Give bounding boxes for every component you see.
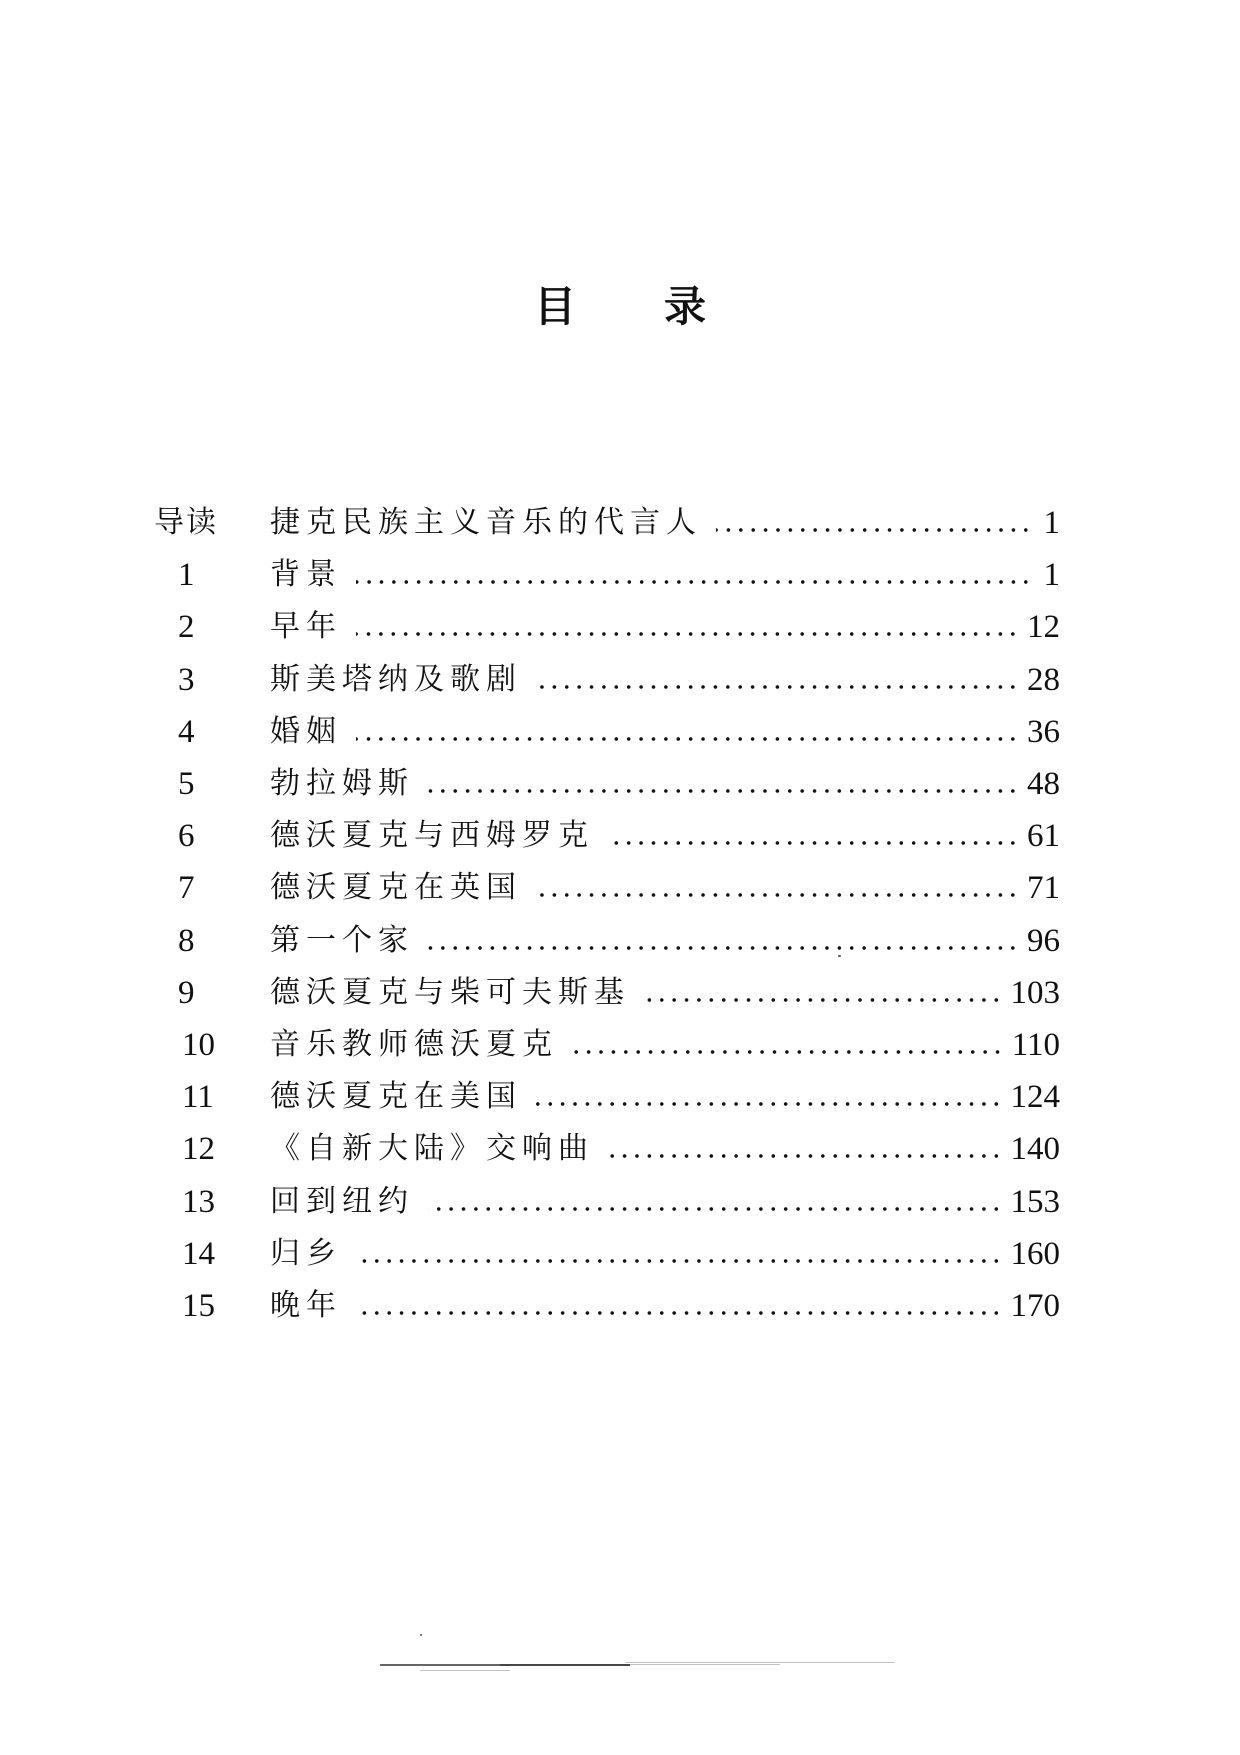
toc-entry-title: 回到纽约 [270,1183,414,1219]
toc-entry-page: 36 [1027,713,1060,750]
toc-row-8[interactable] [150,915,1060,967]
dot-leader [356,1311,1003,1315]
toc-entry-page: 160 [1010,1235,1060,1272]
dot-leader [536,1102,1003,1106]
dot-leader [536,893,1019,897]
dot-leader [608,1154,1003,1158]
toc-row-3[interactable] [150,654,1060,706]
toc-entry-page: 103 [1010,974,1060,1011]
toc-entry-number: 7 [178,870,195,907]
toc-entry-page: 96 [1027,922,1060,959]
toc-row-13[interactable] [150,1175,1060,1227]
toc-row-7[interactable] [150,862,1060,914]
toc-entry-page: 153 [1010,1183,1060,1220]
toc-entry-title: 晚年 [270,1287,342,1323]
page-title [0,282,1240,332]
toc-entry-number: 9 [178,974,195,1011]
toc-entry-page: 124 [1010,1079,1060,1116]
toc-entry-page: 1 [1043,557,1060,594]
toc-entry-number: 10 [182,1026,215,1063]
dot-leader [428,946,1019,950]
toc-entry-page: 1 [1043,505,1060,542]
dot-leader [644,998,1003,1002]
toc-entry-title: 背景 [270,557,342,593]
toc-entry-number: 11 [182,1079,214,1116]
toc-row-15[interactable] [150,1280,1060,1332]
toc-entry-page: 61 [1027,818,1060,855]
toc-entry-title: 德沃夏克在美国 [270,1079,522,1115]
table-of-contents [150,497,1060,1332]
toc-entry-number: 4 [178,713,195,750]
toc-entry-number: 导读 [154,505,218,541]
toc-entry-number: 8 [178,922,195,959]
toc-entry-title: 婚姻 [270,713,342,749]
toc-entry-title: 勃拉姆斯 [270,766,414,802]
dot-leader [716,528,1032,532]
dot-leader [356,1259,1003,1263]
toc-entry-title: 归乡 [270,1235,342,1271]
toc-entry-number: 3 [178,661,195,698]
toc-entry-title: 德沃夏克在英国 [270,870,522,906]
dot-leader [428,1207,1003,1211]
toc-entry-number: 12 [182,1131,215,1168]
scan-line-artifact [630,1664,780,1665]
dot-leader [356,737,1019,741]
scan-speck [838,955,841,957]
dot-leader [608,841,1019,845]
toc-entry-page: 28 [1027,661,1060,698]
toc-entry-number: 14 [182,1235,215,1272]
toc-entry-title: 音乐教师德沃夏克 [270,1026,558,1062]
toc-entry-page: 110 [1011,1026,1060,1063]
toc-entry-page: 71 [1027,870,1060,907]
toc-row-4[interactable] [150,706,1060,758]
toc-row-2[interactable] [150,601,1060,653]
toc-entry-title: 捷克民族主义音乐的代言人 [270,505,702,541]
toc-row-12[interactable] [150,1123,1060,1175]
scan-line-artifact [380,1664,500,1666]
toc-row-14[interactable] [150,1228,1060,1280]
toc-row-intro[interactable] [150,497,1060,549]
dot-leader [536,685,1019,689]
title-char-2: 录 [663,282,706,331]
toc-entry-title: 第一个家 [270,922,414,958]
toc-entry-title: 斯美塔纳及歌剧 [270,661,522,697]
toc-entry-title: 《自新大陆》交响曲 [270,1131,594,1167]
title-char-1: 目 [533,282,576,331]
toc-entry-title: 德沃夏克与柴可夫斯基 [270,974,630,1010]
dot-leader [356,580,1032,584]
toc-row-1[interactable] [150,549,1060,601]
scan-line-artifact [500,1664,630,1666]
toc-row-9[interactable] [150,967,1060,1019]
toc-entry-title: 德沃夏克与西姆罗克 [270,818,594,854]
scan-line-artifact [625,1662,895,1663]
toc-entry-number: 13 [182,1183,215,1220]
toc-entry-page: 140 [1010,1131,1060,1168]
toc-row-5[interactable] [150,758,1060,810]
toc-entry-number: 15 [182,1287,215,1324]
scan-line-artifact [420,1670,510,1671]
toc-entry-page: 170 [1010,1287,1060,1324]
scan-speck [420,1634,422,1636]
toc-row-6[interactable] [150,810,1060,862]
toc-entry-number: 6 [178,818,195,855]
toc-entry-title: 早年 [270,609,342,645]
dot-leader [356,632,1019,636]
toc-entry-number: 1 [178,557,195,594]
dot-leader [572,1050,1004,1054]
toc-row-11[interactable] [150,1071,1060,1123]
toc-entry-number: 2 [178,609,195,646]
dot-leader [428,789,1019,793]
toc-entry-number: 5 [178,766,195,803]
toc-entry-page: 12 [1027,609,1060,646]
toc-row-10[interactable] [150,1019,1060,1071]
toc-entry-page: 48 [1027,766,1060,803]
